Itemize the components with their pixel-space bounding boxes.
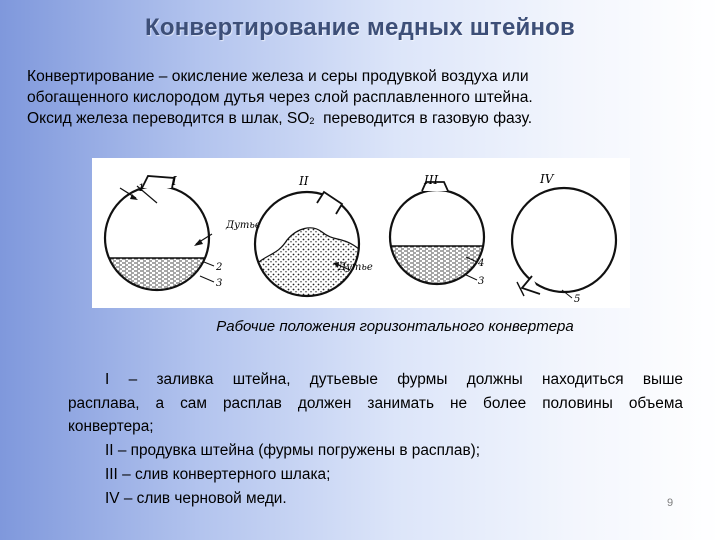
converter-shell-4: [512, 188, 616, 292]
description: [68, 368, 683, 510]
blast-label-2: Дутье: [338, 262, 373, 273]
so2-subscript: 2: [309, 116, 315, 126]
converter-panel-2: [252, 174, 373, 300]
converter-neck-2: [317, 192, 342, 214]
slide-title: Конвертирование медных штейнов: [145, 14, 575, 41]
converter-positions-figure: [92, 158, 630, 308]
desc-item-4: IV – слив черновой меди.: [105, 489, 287, 507]
intro-line-3-start: Оксид железа переводится в шлак, SO: [27, 110, 310, 127]
converter-panel-3: [388, 173, 488, 287]
label-1: 1: [138, 183, 145, 194]
intro-line-3: [27, 108, 677, 132]
intro-line-3-end: переводится в газовую фазу.: [314, 110, 533, 127]
label-5: 5: [574, 294, 581, 305]
label-3: 3: [216, 278, 223, 289]
intro-paragraph: [27, 66, 677, 132]
converter-neck-1: [142, 176, 174, 188]
label-2: 2: [216, 262, 223, 273]
converter-panel-4: [512, 172, 622, 305]
panel-numeral-1: I: [172, 174, 177, 188]
desc-item-2: II – продувка штейна (фурмы погружены в расплав);: [105, 442, 481, 460]
label-3b: 3: [478, 276, 485, 287]
desc-line-3: конвертера;: [68, 418, 154, 436]
page-number: 9: [667, 497, 674, 509]
panel-numeral-4: IV: [540, 172, 554, 186]
panel-numeral-2: II: [299, 174, 309, 188]
figure-caption: Рабочие положения горизонтального конвертера: [216, 318, 574, 335]
desc-line-1: I – заливка штейна, дутьевые фурмы должны находиться выше: [105, 371, 683, 388]
converter-diagram: [92, 158, 630, 308]
desc-item-3: III – слив конвертерного шлака;: [105, 465, 331, 483]
panel-numeral-3: III: [424, 173, 439, 187]
intro-line-2: обогащенного кислородом дутья через слой расплавленного штейна.: [27, 89, 533, 106]
label-4: 4: [478, 258, 485, 269]
blast-label-1: Дутье: [226, 220, 261, 231]
desc-line-2: расплава, а сам расплав должен занимать не более половины объема: [68, 394, 683, 412]
intro-line-1: Конвертирование – окисление железа и серы продувкой воздуха или: [27, 68, 529, 85]
converter-panel-1: [100, 174, 261, 298]
